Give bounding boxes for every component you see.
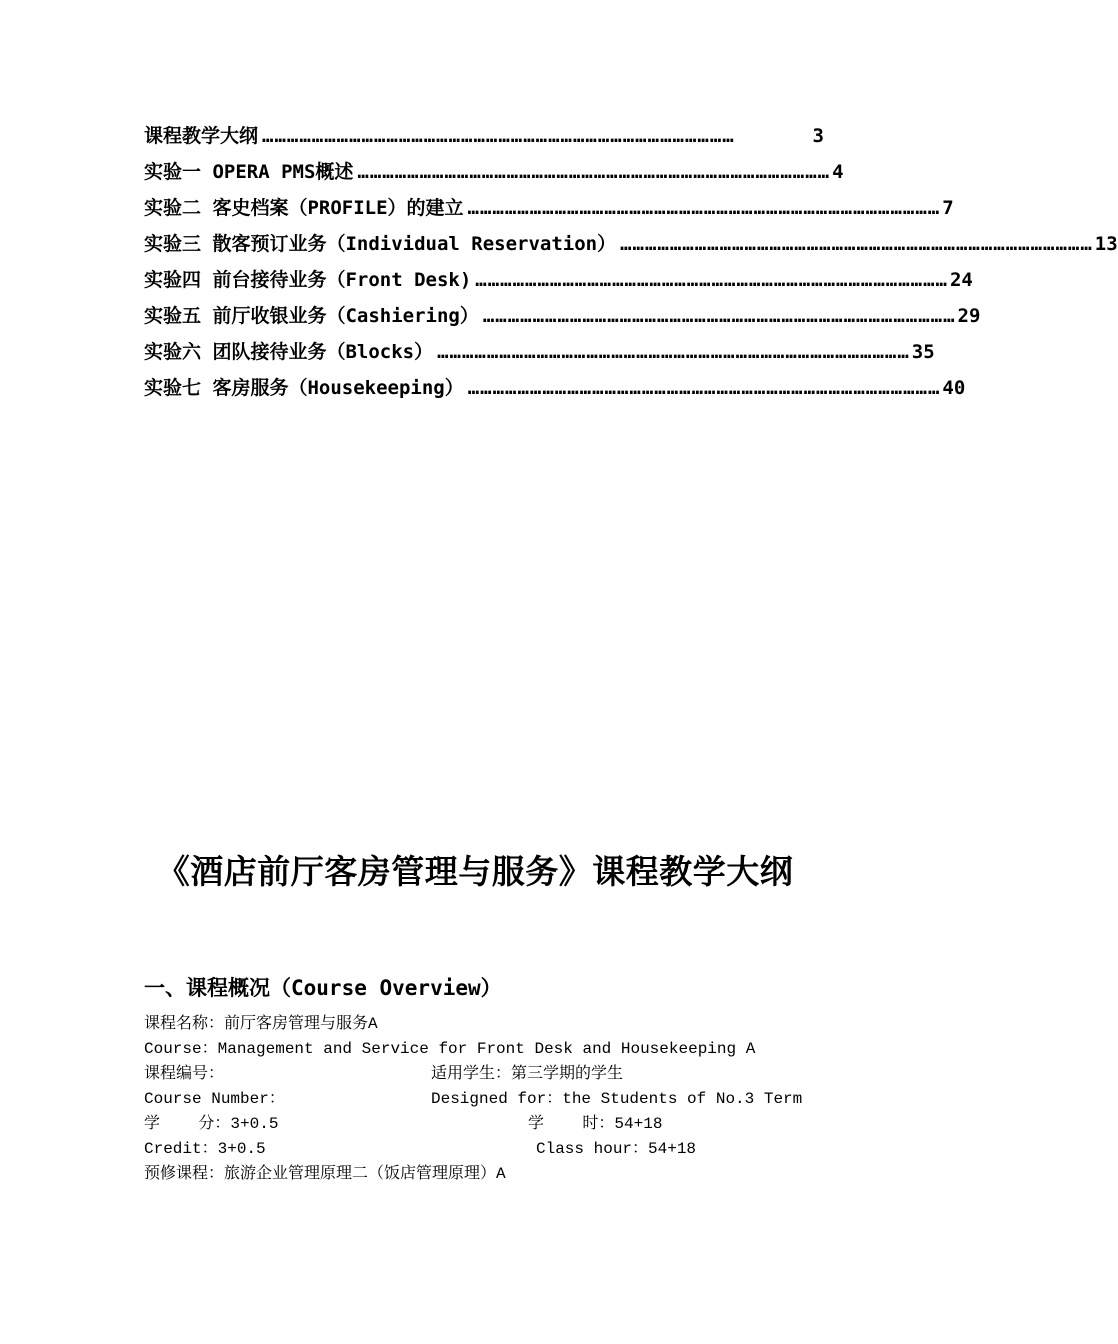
toc-entry[interactable]: [144, 118, 824, 154]
hours-cn: 学 时：54+18: [528, 1115, 663, 1133]
toc-entry[interactable]: [144, 334, 935, 370]
section-heading-course-overview: 一、课程概况（Course Overview）: [144, 976, 502, 1000]
toc-entry-page: 29: [957, 305, 981, 327]
toc-entry-label: 实验七 客房服务（Housekeeping）: [144, 377, 464, 399]
course-number-label-en: Course Number：: [144, 1090, 285, 1108]
toc-entry-label: 实验一 OPERA PMS概述: [144, 161, 354, 183]
toc-entry-label: 实验二 客史档案（PROFILE）的建立: [144, 197, 464, 219]
designed-for-en: Designed for：the Students of No.3 Term: [431, 1090, 803, 1108]
prerequisite-line: 预修课程：旅游企业管理原理二（饭店管理原理）A: [144, 1165, 506, 1183]
credit-en: Credit：3+0.5: [144, 1140, 266, 1158]
toc-leader-dots: ……………………………………………………………………………………………………: [620, 233, 1093, 255]
toc-leader-dots: ……………………………………………………………………………………………………: [262, 125, 735, 147]
course-number-row-en: [144, 1087, 824, 1112]
toc-entry-page: 40: [942, 377, 966, 399]
toc-entry-label: 实验三 散客预订业务（Individual Reservation）: [144, 233, 617, 255]
toc-entry-label: 课程教学大纲: [144, 125, 259, 147]
toc-entry-label: 实验六 团队接待业务（Blocks）: [144, 341, 434, 363]
toc-leader-dots: ……………………………………………………………………………………………………: [475, 269, 948, 291]
toc-entry[interactable]: [144, 154, 844, 190]
toc-entry-page: 4: [832, 161, 844, 183]
toc-leader-dots: ……………………………………………………………………………………………………: [467, 377, 941, 399]
toc-leader-dots: ……………………………………………………………………………………………………: [437, 341, 910, 363]
toc-entry-page: 35: [911, 341, 935, 363]
course-name-line: 课程名称：前厅客房管理与服务A: [144, 1015, 378, 1033]
toc-entry-page: 7: [942, 197, 954, 219]
toc-entry-label: 实验五 前厅收银业务（Cashiering）: [144, 305, 479, 327]
credit-row-en: [144, 1137, 824, 1162]
toc-entry-label: 实验四 前台接待业务（Front Desk): [144, 269, 472, 291]
toc-leader-dots: ……………………………………………………………………………………………………: [357, 161, 831, 183]
toc-entry-page: 13: [1094, 233, 1118, 255]
toc-entry[interactable]: [144, 262, 973, 298]
toc-entry[interactable]: [144, 226, 1118, 262]
course-number-row-cn: [144, 1062, 824, 1087]
toc-entry[interactable]: [144, 298, 981, 334]
course-number-label-cn: 课程编号：: [144, 1065, 225, 1083]
credit-row-cn: [144, 1112, 824, 1137]
course-english-name-line: Course：Management and Service for Front Desk and Housekeeping A: [144, 1040, 756, 1058]
toc-leader-dots: ……………………………………………………………………………………………………: [467, 197, 941, 219]
course-overview-info: [144, 1012, 824, 1187]
target-students-cn: 适用学生：第三学期的学生: [431, 1065, 624, 1083]
credit-cn: 学 分：3+0.5: [144, 1115, 279, 1133]
toc-leader-dots: ……………………………………………………………………………………………………: [482, 305, 956, 327]
toc-entry-page: 3: [812, 125, 824, 147]
document-title: 《酒店前厅客房管理与服务》课程教学大纲: [156, 852, 794, 891]
toc-entry[interactable]: [144, 190, 954, 226]
toc-entry-page: 24: [949, 269, 973, 291]
toc-entry[interactable]: [144, 370, 966, 406]
table-of-contents: [144, 118, 1118, 406]
class-hour-en: Class hour：54+18: [536, 1140, 697, 1158]
